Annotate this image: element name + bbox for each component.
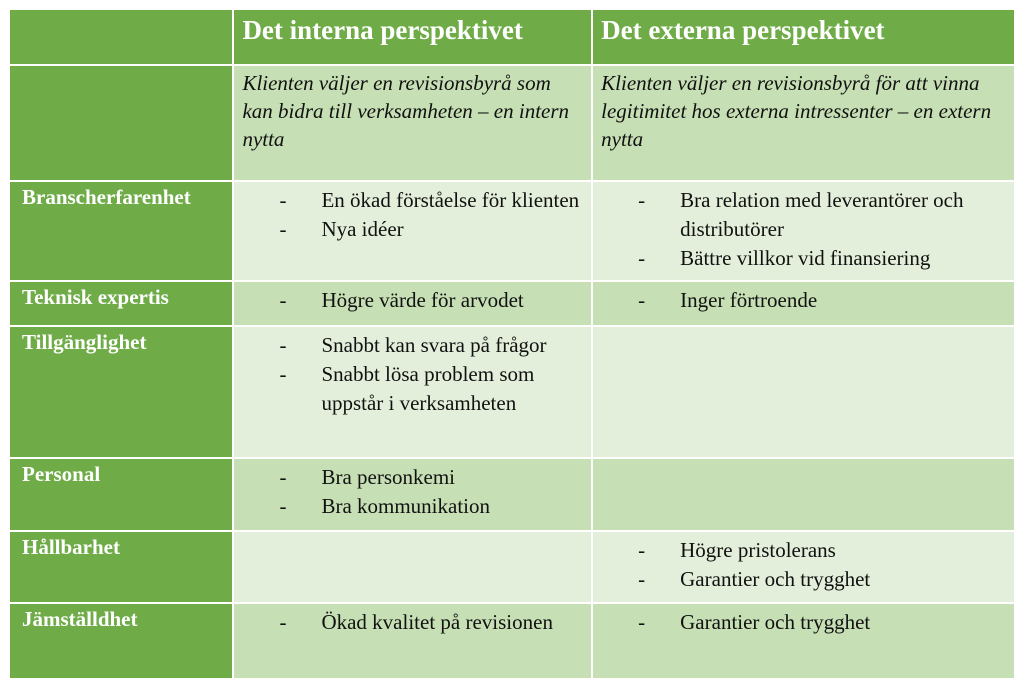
list-item-text: Snabbt kan svara på frågor <box>321 333 547 357</box>
dash-bullet: - <box>638 288 646 312</box>
internal-list <box>234 604 591 637</box>
description-empty-cell <box>9 65 233 181</box>
external-cell <box>592 326 1015 458</box>
row-label: Tillgänglighet <box>22 330 147 354</box>
row-label: Hållbarhet <box>22 535 120 559</box>
internal-cell <box>233 603 592 679</box>
list-item-text: Bra kommunikation <box>321 494 491 518</box>
external-list <box>593 182 1014 273</box>
table-row <box>9 603 1015 679</box>
dash-bullet: - <box>279 610 287 634</box>
external-list <box>593 532 1014 594</box>
internal-list <box>234 282 591 315</box>
row-label-cell <box>9 458 233 531</box>
list-item-text: Ökad kvalitet på revisionen <box>321 610 553 634</box>
external-cell <box>592 181 1015 281</box>
internal-list <box>234 459 591 521</box>
external-cell <box>592 281 1015 326</box>
external-description: Klienten väljer en revisionsbyrå för att vinna legitimitet hos externa intressenter – en extern nytta <box>601 71 992 151</box>
header-row <box>9 9 1015 65</box>
dash-bullet: - <box>638 246 646 270</box>
row-label: Branscherfarenhet <box>22 185 191 209</box>
external-list <box>593 459 1014 463</box>
row-label-cell <box>9 603 233 679</box>
dash-bullet: - <box>279 188 287 212</box>
dash-bullet: - <box>279 333 287 357</box>
list-item <box>279 286 583 315</box>
dash-bullet: - <box>638 188 646 212</box>
perspectives-table <box>8 8 1016 680</box>
internal-perspective-title: Det interna perspektivet <box>242 15 523 45</box>
external-description-cell <box>592 65 1015 181</box>
dash-bullet: - <box>279 362 287 386</box>
list-item <box>638 244 1006 273</box>
row-label: Personal <box>22 462 101 486</box>
dash-bullet: - <box>279 217 287 241</box>
header-empty-cell <box>9 9 233 65</box>
external-cell <box>592 458 1015 531</box>
external-perspective-title: Det externa perspektivet <box>601 15 885 45</box>
row-label: Jämställdhet <box>22 607 138 631</box>
table-row <box>9 531 1015 603</box>
list-item <box>279 331 583 360</box>
internal-cell <box>233 326 592 458</box>
list-item <box>638 186 1006 244</box>
dash-bullet: - <box>638 610 646 634</box>
row-label-cell <box>9 326 233 458</box>
list-item <box>638 536 1006 565</box>
external-list <box>593 604 1014 637</box>
list-item-text: Garantier och trygghet <box>680 610 871 634</box>
list-item <box>279 608 583 637</box>
list-item <box>638 565 1006 594</box>
dash-bullet: - <box>279 494 287 518</box>
internal-cell <box>233 181 592 281</box>
list-item-text: En ökad förståelse för klienten <box>321 188 580 212</box>
row-label: Teknisk expertis <box>22 285 169 309</box>
external-cell <box>592 531 1015 603</box>
dash-bullet: - <box>279 288 287 312</box>
list-item-text: Garantier och trygghet <box>680 567 871 591</box>
row-label-cell <box>9 531 233 603</box>
list-item-text: Högre värde för arvodet <box>321 288 524 312</box>
description-row <box>9 65 1015 181</box>
internal-description-cell <box>233 65 592 181</box>
internal-description: Klienten väljer en revisionsbyrå som kan bidra till verksamheten – en intern nytta <box>242 71 570 151</box>
list-item-text: Snabbt lösa problem som uppstår i verksamheten <box>321 362 535 415</box>
header-external-cell <box>592 9 1015 65</box>
list-item <box>279 215 583 244</box>
dash-bullet: - <box>638 538 646 562</box>
header-internal-cell <box>233 9 592 65</box>
list-item-text: Nya idéer <box>321 217 404 241</box>
list-item <box>279 492 583 521</box>
internal-cell <box>233 531 592 603</box>
row-label-cell <box>9 181 233 281</box>
list-item-text: Bra personkemi <box>321 465 455 489</box>
internal-list <box>234 532 591 536</box>
table-row <box>9 181 1015 281</box>
list-item-text: Bra relation med leverantörer och distributörer <box>680 188 964 241</box>
internal-cell <box>233 458 592 531</box>
row-label-cell <box>9 281 233 326</box>
list-item <box>638 286 1006 315</box>
internal-cell <box>233 281 592 326</box>
dash-bullet: - <box>279 465 287 489</box>
list-item-text: Högre pristolerans <box>680 538 836 562</box>
list-item <box>279 463 583 492</box>
list-item <box>279 186 583 215</box>
table-row <box>9 458 1015 531</box>
table-row <box>9 326 1015 458</box>
list-item-text: Inger förtroende <box>680 288 818 312</box>
list-item-text: Bättre villkor vid finansiering <box>680 246 931 270</box>
internal-list <box>234 327 591 418</box>
external-cell <box>592 603 1015 679</box>
internal-list <box>234 182 591 244</box>
list-item <box>638 608 1006 637</box>
external-list <box>593 282 1014 315</box>
external-list <box>593 327 1014 331</box>
dash-bullet: - <box>638 567 646 591</box>
list-item <box>279 360 583 418</box>
table-row <box>9 281 1015 326</box>
